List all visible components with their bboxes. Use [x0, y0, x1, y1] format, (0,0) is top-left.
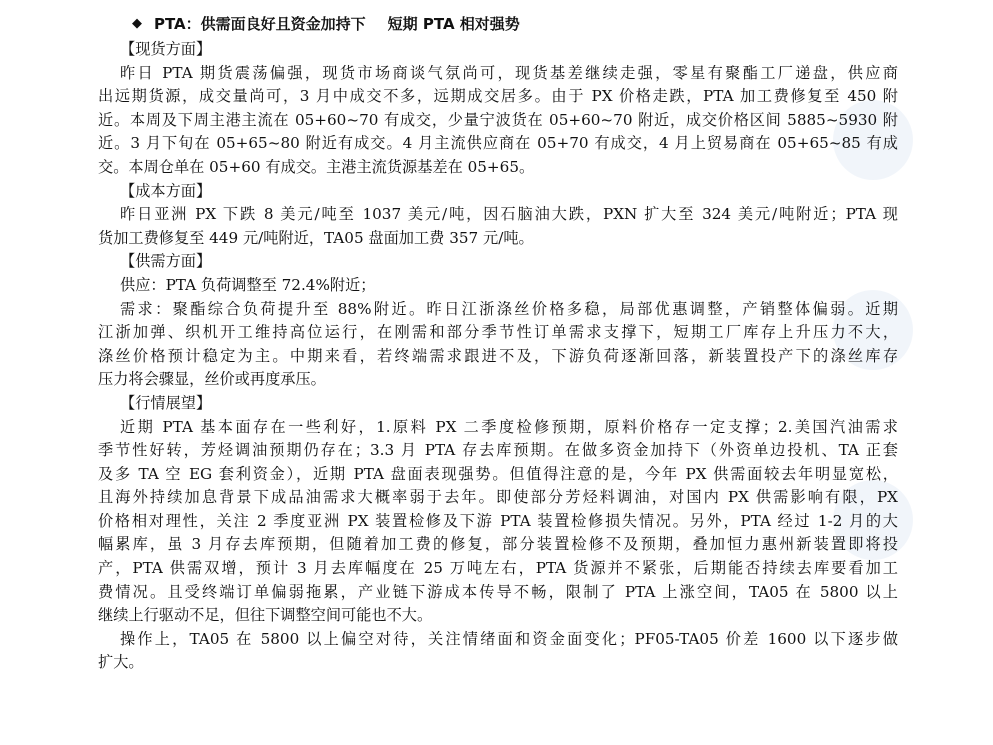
- heading-title: PTA：供需面良好且资金加持下: [154, 14, 366, 33]
- outlook-line-6: 幅累库，虽 3 月存去库预期，但随着加工费的修复，部分装置检修不及预期，叠加恒力惠州新装置即将投: [98, 535, 898, 554]
- outlook-line-2: 季节性好转，芳烃调油预期仍存在；3.3 月 PTA 存去库预期。在做多资金加持下（外资单边投机、TA 正套: [98, 441, 898, 460]
- demand-line-3: 涤丝价格预计稳定为主。中期来看，若终端需求跟进不及，下游负荷逐渐回落，新装置投产下的涤丝库存: [98, 346, 898, 365]
- supply-demand-section-label: 【供需方面】: [120, 252, 212, 271]
- demand-line-4: 压力将会骤显，丝价或再度承压。: [98, 370, 326, 389]
- outlook-line-3: 及多 TA 空 EG 套利资金），近期 PTA 盘面表现强势。但值得注意的是，今年 PX 供需面较去年明显宽松，: [98, 464, 898, 483]
- operation-line-2: 扩大。: [98, 653, 144, 672]
- section-heading: [132, 8, 520, 38]
- outlook-line-9: 继续上行驱动不足，但往下调整空间可能也不大。: [98, 606, 433, 625]
- outlook-line-8: 费情况。且受终端订单偏弱拖累，产业链下游成本传导不畅，限制了 PTA 上涨空间，TA05 在 5800 以上: [98, 582, 898, 601]
- report-body: [98, 38, 898, 675]
- outlook-line-5: 价格相对理性，关注 2 季度亚洲 PX 装置检修及下游 PTA 装置检修损失情况。另外，PTA 经过 1-2 月的大: [98, 511, 898, 530]
- operation-line-1: 操作上，TA05 在 5800 以上偏空对待，关注情绪面和资金面变化；PF05-TA05 价差 1600 以下逐步做: [120, 629, 898, 648]
- cost-line-2: 货加工费修复至 449 元/吨附近，TA05 盘面加工费 357 元/吨。: [98, 228, 534, 247]
- outlook-section-label: 【行情展望】: [120, 393, 212, 412]
- spot-section-label: 【现货方面】: [120, 40, 212, 58]
- outlook-line-4: 且海外持续加息背景下成品油需求大概率弱于去年。即使部分芳烃料调油，对国内 PX 供需影响有限，PX: [98, 488, 898, 507]
- demand-line-1: 需求：聚酯综合负荷提升至 88%附近。昨日江浙涤丝价格多稳，局部优惠调整，产销整体偏弱。近期: [120, 299, 898, 318]
- cost-line-1: 昨日亚洲 PX 下跌 8 美元/吨至 1037 美元/吨，因石脑油大跌，PXN 扩大至 324 美元/吨附近；PTA 现: [120, 205, 898, 224]
- supply-line: 供应：PTA 负荷调整至 72.4%附近；: [120, 275, 376, 294]
- spot-line-1: 昨日 PTA 期货震荡偏强，现货市场商谈气氛尚可，现货基差继续走强，零星有聚酯工厂递盘，供应商: [120, 63, 898, 82]
- spot-line-2: 出远期货源，成交量尚可，3 月中成交不多，远期成交居多。由于 PX 价格走跌，PTA 加工费修复至 450 附: [98, 87, 898, 106]
- outlook-line-1: 近期 PTA 基本面存在一些利好，1.原料 PX 二季度检修预期，原料价格存一定支撑；2.美国汽油需求: [120, 417, 898, 436]
- heading-subtitle: 短期 PTA 相对强势: [387, 14, 520, 33]
- spot-line-5: 交。本周仓单在 05+60 有成交。主港主流货源基差在 05+65。: [98, 157, 535, 176]
- spot-line-4: 近。3 月下旬在 05+65~80 附近有成交。4 月主流供应商在 05+70 有成交，4 月上贸易商在 05+65~85 有成: [98, 134, 898, 153]
- diamond-bullet-icon: ◆: [132, 15, 142, 31]
- spot-line-3: 近。本周及下周主港主流在 05+60~70 有成交，少量宁波货在 05+60~70 附近，成交价格区间 5885~5930 附: [98, 110, 898, 129]
- demand-line-2: 江浙加弹、织机开工维持高位运行，在刚需和部分季节性订单需求支撑下，短期工厂库存上升压力不大，: [98, 323, 898, 342]
- outlook-line-7: 产，PTA 供需双增，预计 3 月去库幅度在 25 万吨左右，PTA 货源并不紧张，后期能否持续去库要看加工: [98, 559, 898, 578]
- cost-section-label: 【成本方面】: [120, 181, 212, 200]
